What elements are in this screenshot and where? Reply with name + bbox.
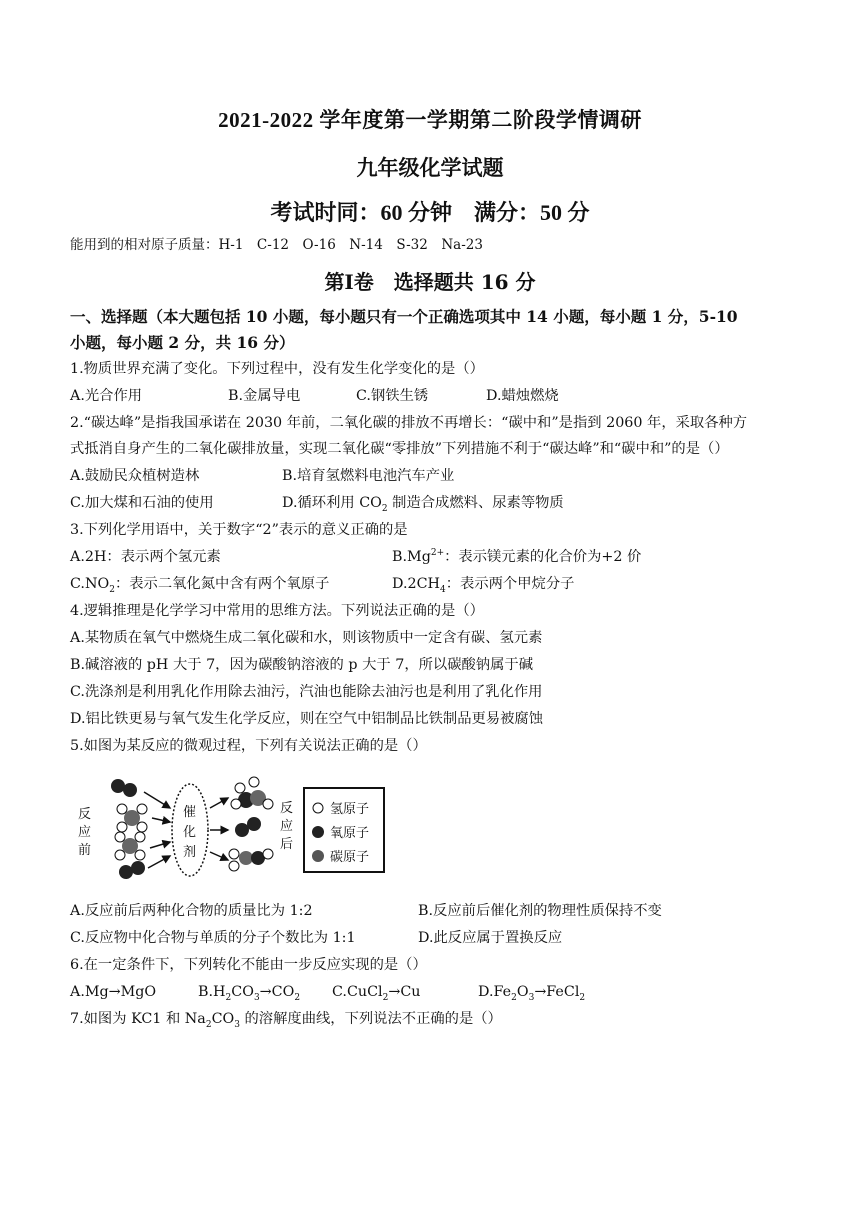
q4-option-a: A.某物质在氧气中燃烧生成二氧化碳和水，则该物质中一定含有碳、氢元素	[70, 630, 543, 646]
q3-option-d: $D.2CH_4$：表示两个甲烷分子	[392, 576, 575, 595]
svg-text:剂: 剂	[183, 845, 197, 860]
q4-option-d: D.铝比铁更易与氧气发生化学反应，则在空气中铝制品比铁制品更易被腐蚀	[70, 711, 543, 727]
q3-option-c: $C.NO_2$：表示二氧化氮中含有两个氧原子	[70, 576, 330, 595]
q3-option-a: A.2H：表示两个氢元素	[70, 549, 221, 565]
q5-option-a: A.反应前后两种化合物的质量比为 1:2	[70, 903, 313, 919]
output-arrows	[210, 798, 228, 860]
q5-stem: 5.如图为某反应的微观过程，下列有关说法正确的是（）	[70, 738, 427, 754]
q6-option-a: A.Mg→MgO	[70, 984, 157, 1000]
svg-text:催: 催	[183, 805, 197, 820]
q2-option-d: D.循环利用 $CO_2$ 制造合成燃料、尿素等物质	[282, 495, 564, 514]
reaction-diagram-svg	[70, 768, 390, 890]
q4-option-c: C.洗涤剂是利用乳化作用除去油污，汽油也能除去油污也是利用了乳化作用	[70, 684, 543, 700]
reactant-molecules	[111, 779, 147, 879]
q3-stem: 3.下列化学用语中，关于数字“2”表示的意义正确的是	[70, 522, 408, 538]
exam-info: 考试时同：60 分钟 满分：50 分	[270, 200, 590, 225]
q2-stem-2: 式抵消自身产生的二氧化碳排放量，实现二氧化碳“零排放”下列措施不利于“碳达峰”和“碳中和”的是（）	[70, 441, 729, 457]
catalyst-label	[183, 804, 196, 860]
section-title: 第Ⅰ卷 选择题共 16 分	[324, 270, 536, 294]
svg-text:前: 前	[78, 843, 92, 858]
q2-stem-1: 2.“碳达峰”是指我国承诺在 2030 年前，二氧化碳的排放不再增长：“碳中和”是指到 2060 年，采取各种方	[70, 415, 748, 431]
exam-title: 2021-2022 学年度第一学期第二阶段学情调研	[218, 108, 642, 132]
q5-option-d: D.此反应属于置换反应	[418, 930, 563, 946]
svg-text:化: 化	[183, 825, 197, 840]
q1-option-d: D.蜡烛燃烧	[486, 388, 559, 404]
legend-labels	[330, 802, 369, 865]
product-molecules	[229, 777, 273, 871]
q2-option-a: A.鼓励民众植树造林	[70, 468, 200, 484]
before-label	[78, 807, 91, 858]
q5-option-c: C.反应物中化合物与单质的分子个数比为 1:1	[70, 930, 356, 946]
q7-stem: 7.如图为 KC1 和 $Na_2CO_3$ 的溶解度曲线，下列说法不正确的是（）	[70, 1011, 502, 1030]
q5-option-b: B.反应前后催化剂的物理性质保持不变	[418, 903, 662, 919]
atomic-masses: 能用到的相对原子质量：H-1 C-12 O-16 N-14 S-32 Na-23	[70, 237, 483, 253]
q3-option-b: $B.Mg^{2+}$：表示镁元素的化合价为+2 价	[392, 548, 642, 565]
section-instructions-1: 一、选择题（本大题包括 10 小题，每小题只有一个正确选项其中 14 小题，每小题 1 分，5-10	[70, 307, 738, 326]
exam-subtitle: 九年级化学试题	[356, 156, 504, 180]
q6-option-b: $B.H_2CO_3\to CO_2$	[198, 984, 301, 1003]
q2-option-b: B.培育氢燃料电池汽车产业	[282, 468, 455, 484]
svg-text:应: 应	[280, 819, 294, 834]
q1-option-b: B.金属导电	[228, 388, 301, 404]
reaction-diagram	[70, 768, 390, 890]
svg-text:反: 反	[280, 801, 294, 816]
svg-text:应: 应	[78, 825, 92, 840]
q1-option-a: A.光合作用	[70, 388, 143, 404]
after-label	[280, 801, 293, 852]
section-instructions-2: 小题，每小题 2 分，共 16 分）	[70, 333, 295, 352]
q6-option-d: $D.Fe_2O_3\to FeCl_2$	[478, 984, 586, 1003]
svg-text:反: 反	[78, 807, 92, 822]
q6-option-c: C.CuCl$_2$→Cu	[332, 984, 421, 1003]
legend-carbon: 碳原子	[330, 850, 370, 865]
q4-option-b: B.碱溶液的 pH 大于 7，因为碳酸钠溶液的 p 大于 7，所以碳酸钠属于碱	[70, 657, 533, 673]
input-arrows	[144, 792, 170, 868]
q2-option-c: C.加大煤和石油的使用	[70, 495, 214, 511]
svg-text:后: 后	[280, 837, 294, 852]
legend-hydrogen: 氢原子	[330, 802, 370, 817]
q6-stem: 6.在一定条件下，下列转化不能由一步反应实现的是（）	[70, 957, 427, 973]
q1-option-c: C.钢铁生锈	[356, 388, 429, 404]
q4-stem: 4.逻辑推理是化学学习中常用的思维方法。下列说法正确的是（）	[70, 603, 484, 619]
q1-stem: 1.物质世界充满了变化。下列过程中，没有发生化学变化的是（）	[70, 361, 484, 377]
legend-oxygen: 氧原子	[330, 826, 370, 841]
